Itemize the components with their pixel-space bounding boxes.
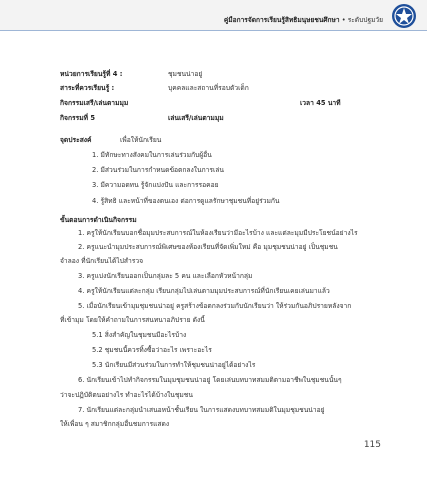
activity-time: เวลา 45 นาที: [300, 99, 341, 107]
procedure-line: 5. เมื่อนักเรียนเข้ามุมชุมชนน่าอยู่ ครูสร้างข้อตกลงร่วมกับนักเรียนว่า ให้ร่วมกันอภิปรายหลังจาก: [78, 302, 352, 310]
objective-item: 3. มีความอดทน รู้จักแบ่งปัน และการรอคอย: [92, 181, 219, 189]
institution-emblem-icon: [391, 3, 417, 29]
objectives-intro: เพื่อให้นักเรียน: [120, 136, 162, 144]
header-title: [224, 14, 383, 25]
procedure-line: 4. ครูให้นักเรียนแต่ละกลุ่ม เรียนกลุ่มไปเล่นตามมุมประสบการณ์ที่นักเรียนเคยเล่นมาแล้ว: [78, 287, 330, 295]
topic-label: สาระที่ควรเรียนรู้ :: [60, 84, 115, 92]
objectives-label: จุดประสงค์: [60, 136, 92, 144]
procedure-line: 2. ครูแนะนำมุมประสบการณ์พิเศษของห้องเรียนที่จัดเพิ่มใหม่ คือ มุมชุมชนน่าอยู่ เป็นชุมชน: [78, 243, 338, 251]
page-number: 115: [363, 440, 381, 450]
header-book-title: คู่มือการจัดการเรียนรู้สิทธิมนุษยชนศึกษา: [223, 16, 340, 24]
procedure-line: 6. นักเรียนเข้าไปทำกิจกรรมในมุมชุมชนน่าอยู่ โดยเล่นบทบาทสมมติตามอาชีพในชุมชนนั้นๆ: [78, 376, 342, 384]
procedure-line: จำลอง ที่นักเรียนได้ไปสำรวจ: [60, 257, 143, 265]
objective-item: 1. มีทักษะทางสังคมในการเล่นร่วมกับผู้อื่น: [92, 151, 212, 159]
activity-value: เล่นเสรี/เล่นตามมุม: [168, 114, 224, 122]
procedure-line: 7. นักเรียนแต่ละกลุ่มนำเสนอหน้าชั้นเรียน ในการแสดงบทบาทสมมติในมุมชุมชนน่าอยู่: [78, 406, 325, 414]
procedure-line: ที่เข้ามุม โดยให้คำถามในการสนทนาอภิปราย ดังนี้: [60, 316, 205, 324]
procedure-line: ให้เพื่อน ๆ สมาชิกกลุ่มอื่นชมการแสดง: [60, 420, 170, 428]
procedure-line: ว่าจะปฏิบัติตนอย่างไร ทำอะไรได้บ้างในชุมชน: [60, 391, 193, 399]
header-divider: [0, 30, 427, 31]
topic-value: บุคคลและสถานที่รอบตัวเด็ก: [168, 84, 249, 92]
procedure-line: 1. ครูให้นักเรียนบอกชื่อมุมประสบการณ์ในห้องเรียนว่ามีอะไรบ้าง และแต่ละมุมมีประโยชน์อย่างไร: [78, 229, 358, 237]
objective-item: 2. มีส่วนร่วมในการกำหนดข้อตกลงในการเล่น: [92, 166, 224, 174]
procedure-label: ขั้นตอนการดำเนินกิจกรรม: [60, 216, 137, 224]
unit-label: หน่วยการเรียนรู้ที่ 4 :: [60, 70, 123, 78]
procedure-subitem: 5.1 สิ่งสำคัญในชุมชนมีอะไรบ้าง: [92, 331, 187, 339]
activity-group-label: กิจกรรมเสรี/เล่นตามมุม: [60, 99, 129, 107]
unit-value: ชุมชนน่าอยู่: [168, 70, 203, 78]
procedure-subitem: 5.2 ชุมชนนี้ควรทิ้งซื้อว่าอะไร เพราะอะไร: [92, 346, 212, 354]
procedure-line: 3. ครูแบ่งนักเรียนออกเป็นกลุ่มละ 5 คน และเลือกหัวหน้ากลุ่ม: [78, 272, 253, 280]
header-level: • ระดับปฐมวัย: [341, 16, 383, 24]
objective-item: 4. รู้สิทธิ และหน้าที่ของตนเอง ต่อการดูแลรักษาชุมชนที่อยู่ร่วมกัน: [92, 197, 280, 205]
activity-label: กิจกรรมที่ 5: [60, 114, 95, 122]
procedure-subitem: 5.3 นักเรียนมีส่วนร่วมในการทำให้ชุมชนน่าอยู่ได้อย่างไร: [92, 361, 256, 369]
